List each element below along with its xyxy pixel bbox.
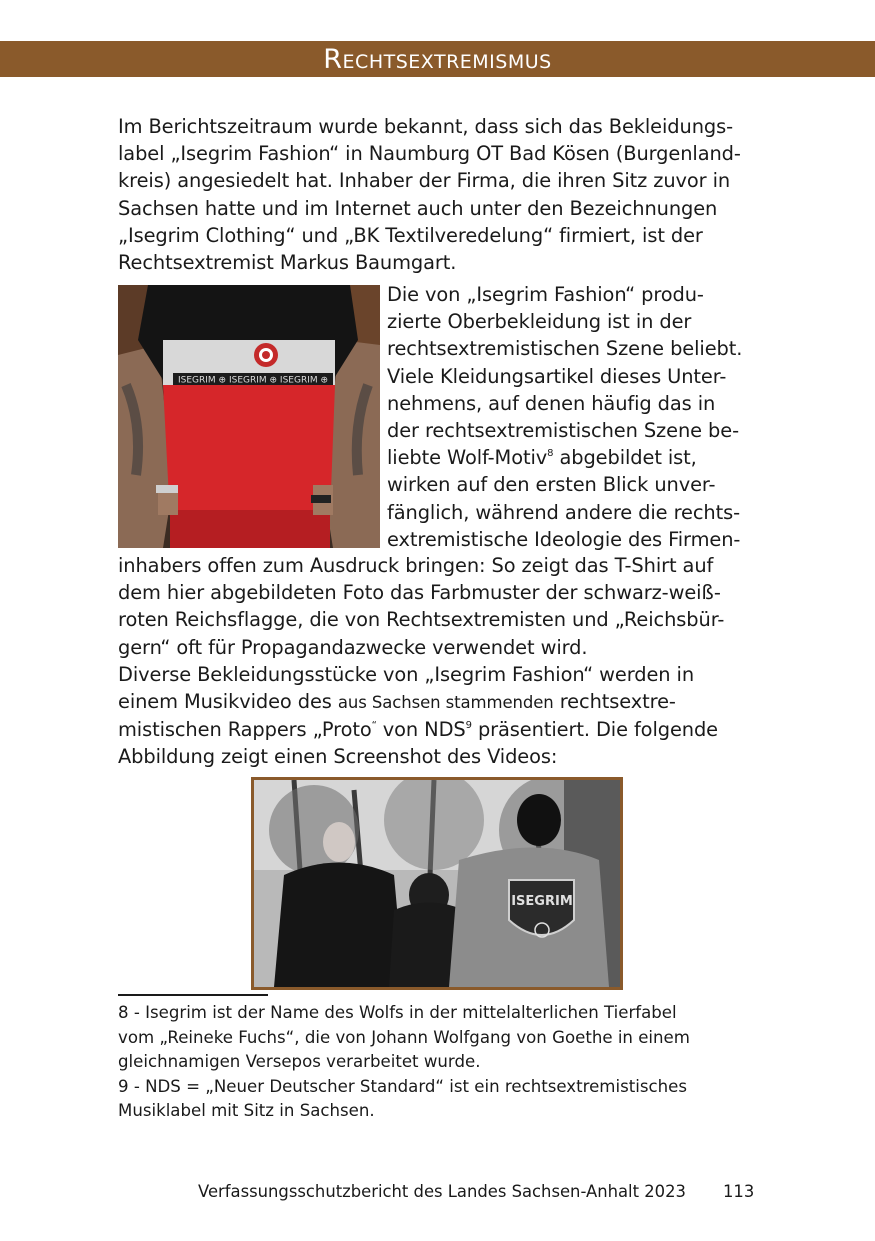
side-text [387, 281, 742, 553]
footnote-line: 8 - Isegrim ist der Name des Wolfs in der mittelalterlichen Tierfabel [118, 1003, 677, 1022]
video-screenshot [251, 777, 623, 990]
tshirt-photo [118, 285, 380, 548]
text-line: gern“ oft für Propagandazwecke verwendet wird. [118, 635, 588, 659]
footnote-line: gleichnamigen Versepos verarbeitet wurde. [118, 1052, 481, 1072]
text-fragment: abgebildet ist, [559, 446, 697, 470]
tshirt-illustration [118, 285, 380, 548]
section-banner [0, 41, 875, 77]
shirt-band-print: ISEGRIM ⊕ ISEGRIM ⊕ ISEGRIM ⊕ [177, 375, 329, 386]
text-fragment: einem Musikvideo des [118, 690, 338, 714]
text-fragment-small: aus Sachsen stammenden [337, 693, 554, 713]
footnote-line: vom „Reineke Fuchs“, die von Johann Wolfgang von Goethe in einem [118, 1027, 690, 1047]
footnote-separator [118, 994, 268, 996]
text-line: der rechtsextremistischen Szene be- [387, 419, 739, 443]
text-line: Die von „Isegrim Fashion“ produ- [387, 283, 704, 306]
text-fragment: präsentiert. Die folgende [471, 718, 719, 742]
section-title: Rechtsextremismus [323, 44, 552, 75]
text-fragment: liebte Wolf-Motiv [387, 446, 548, 470]
text-line: inhabers offen zum Ausdruck bringen: So zeigt das T-Shirt auf [118, 554, 714, 577]
footnote-line: 9 - NDS = „Neuer Deutscher Standard“ ist ein rechtsextremistisches [118, 1076, 687, 1096]
footnote-ref-9[interactable]: 9 [465, 720, 472, 732]
text-line: rechtsextremistischen Szene beliebt. [387, 337, 743, 361]
footnotes [118, 1001, 690, 1124]
text-fragment: mistischen Rappers „Proto [118, 718, 372, 742]
text-fragment: von NDS [376, 718, 466, 742]
intro-paragraph [118, 113, 741, 276]
text-line: Viele Kleidungsartikel dieses Unter- [387, 364, 727, 388]
text-line: Diverse Bekleidungsstücke von „Isegrim Fashion“ werden in [118, 662, 695, 686]
text-line: zierte Oberbekleidung ist in der [387, 310, 692, 334]
video-illustration [254, 780, 620, 987]
body-paragraph [118, 552, 724, 771]
text-line: Sachsen hatte und im Internet auch unter den Bezeichnungen [118, 196, 718, 220]
footer-source: Verfassungsschutzbericht des Landes Sachsen-Anhalt 2023 [198, 1182, 686, 1201]
jacket-print: ISEGRIM [511, 894, 573, 909]
text-line [118, 716, 724, 743]
text-line: kreis) angesiedelt hat. Inhaber der Firma, die ihren Sitz zuvor in [118, 169, 731, 193]
text-line: wirken auf den ersten Blick unver- [387, 473, 716, 497]
text-line [118, 688, 724, 716]
footnote-ref-8[interactable]: 8 [547, 448, 554, 460]
footnote-line: Musiklabel mit Sitz in Sachsen. [118, 1101, 375, 1121]
text-line: fänglich, während andere die rechts- [387, 500, 740, 524]
page-number: 113 [723, 1182, 755, 1201]
text-line: Rechtsextremist Markus Baumgart. [118, 251, 457, 275]
text-line: Im Berichtszeitraum wurde bekannt, dass sich das Bekleidungs- [118, 115, 733, 138]
text-line [387, 444, 742, 471]
text-line: label „Isegrim Fashion“ in Naumburg OT Bad Kösen (Burgenland- [118, 142, 741, 166]
text-line: „Isegrim Clothing“ und „BK Textilveredelung“ firmiert, ist der [118, 223, 703, 247]
text-line: dem hier abgebildeten Foto das Farbmuster der schwarz-weiß- [118, 581, 721, 605]
text-line: extremistische Ideologie des Firmen- [387, 527, 741, 551]
closing-quote-mark: “ [371, 720, 377, 732]
text-fragment: rechtsextre- [553, 690, 676, 714]
text-line: Abbildung zeigt einen Screenshot des Videos: [118, 745, 558, 769]
text-line: nehmens, auf denen häufig das in [387, 391, 716, 415]
text-line: roten Reichsflagge, die von Rechtsextremisten und „Reichsbür- [118, 608, 725, 632]
